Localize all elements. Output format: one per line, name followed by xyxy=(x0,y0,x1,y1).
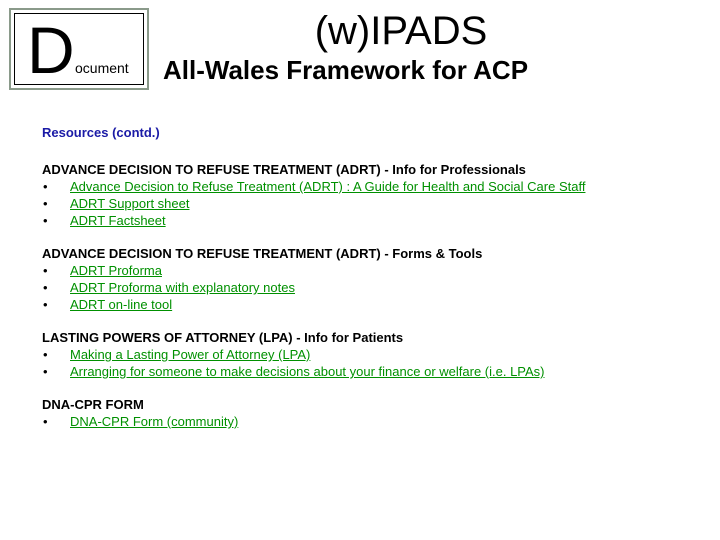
bullet-icon: • xyxy=(43,364,48,379)
list-item xyxy=(42,195,702,212)
resource-section xyxy=(42,329,702,380)
resource-link[interactable]: ADRT Proforma with explanatory notes xyxy=(70,280,295,295)
resource-section xyxy=(42,245,702,313)
sections-container xyxy=(42,161,702,430)
bullet-icon: • xyxy=(43,213,48,228)
bullet-icon: • xyxy=(43,297,48,312)
list-item xyxy=(42,363,702,380)
resource-section xyxy=(42,161,702,229)
list-item xyxy=(42,262,702,279)
resource-link[interactable]: Making a Lasting Power of Attorney (LPA) xyxy=(70,347,311,362)
resource-section xyxy=(42,396,702,430)
page-subtitle: All-Wales Framework for ACP xyxy=(163,55,529,85)
section-heading: ADVANCE DECISION TO REFUSE TREATMENT (ADRT) - Forms & Tools xyxy=(42,246,483,261)
resource-link[interactable]: ADRT Support sheet xyxy=(70,196,190,211)
resource-link[interactable]: Advance Decision to Refuse Treatment (ADRT) : A Guide for Health and Social Care Staff xyxy=(70,179,586,194)
logo-small-text: ocument xyxy=(75,60,129,76)
resource-link[interactable]: ADRT Factsheet xyxy=(70,213,166,228)
resource-link[interactable]: ADRT Proforma xyxy=(70,263,162,278)
list-item xyxy=(42,413,702,430)
section-heading: ADVANCE DECISION TO REFUSE TREATMENT (ADRT) - Info for Professionals xyxy=(42,162,526,177)
section-heading: LASTING POWERS OF ATTORNEY (LPA) - Info for Patients xyxy=(42,330,404,345)
list-item xyxy=(42,279,702,296)
bullet-icon: • xyxy=(43,196,48,211)
bullet-icon: • xyxy=(43,179,48,194)
resource-link[interactable]: ADRT on-line tool xyxy=(70,297,173,312)
bullet-icon: • xyxy=(43,347,48,362)
resource-link[interactable]: DNA-CPR Form (community) xyxy=(70,414,239,429)
bullet-icon: • xyxy=(43,280,48,295)
list-item xyxy=(42,212,702,229)
link-list xyxy=(42,346,702,380)
resource-link[interactable]: Arranging for someone to make decisions about your finance or welfare (i.e. LPAs) xyxy=(70,364,545,379)
list-item xyxy=(42,346,702,363)
bullet-icon: • xyxy=(43,263,48,278)
list-item xyxy=(42,178,702,195)
logo-big-letter: D xyxy=(27,13,75,87)
resources-label: Resources (contd.) xyxy=(42,125,160,140)
link-list xyxy=(42,413,702,430)
list-item xyxy=(42,296,702,313)
section-heading: DNA-CPR FORM xyxy=(42,397,144,412)
page-title: (w)IPADS xyxy=(314,9,488,53)
content-area xyxy=(42,124,702,446)
link-list xyxy=(42,178,702,229)
link-list xyxy=(42,262,702,313)
bullet-icon: • xyxy=(43,414,48,429)
